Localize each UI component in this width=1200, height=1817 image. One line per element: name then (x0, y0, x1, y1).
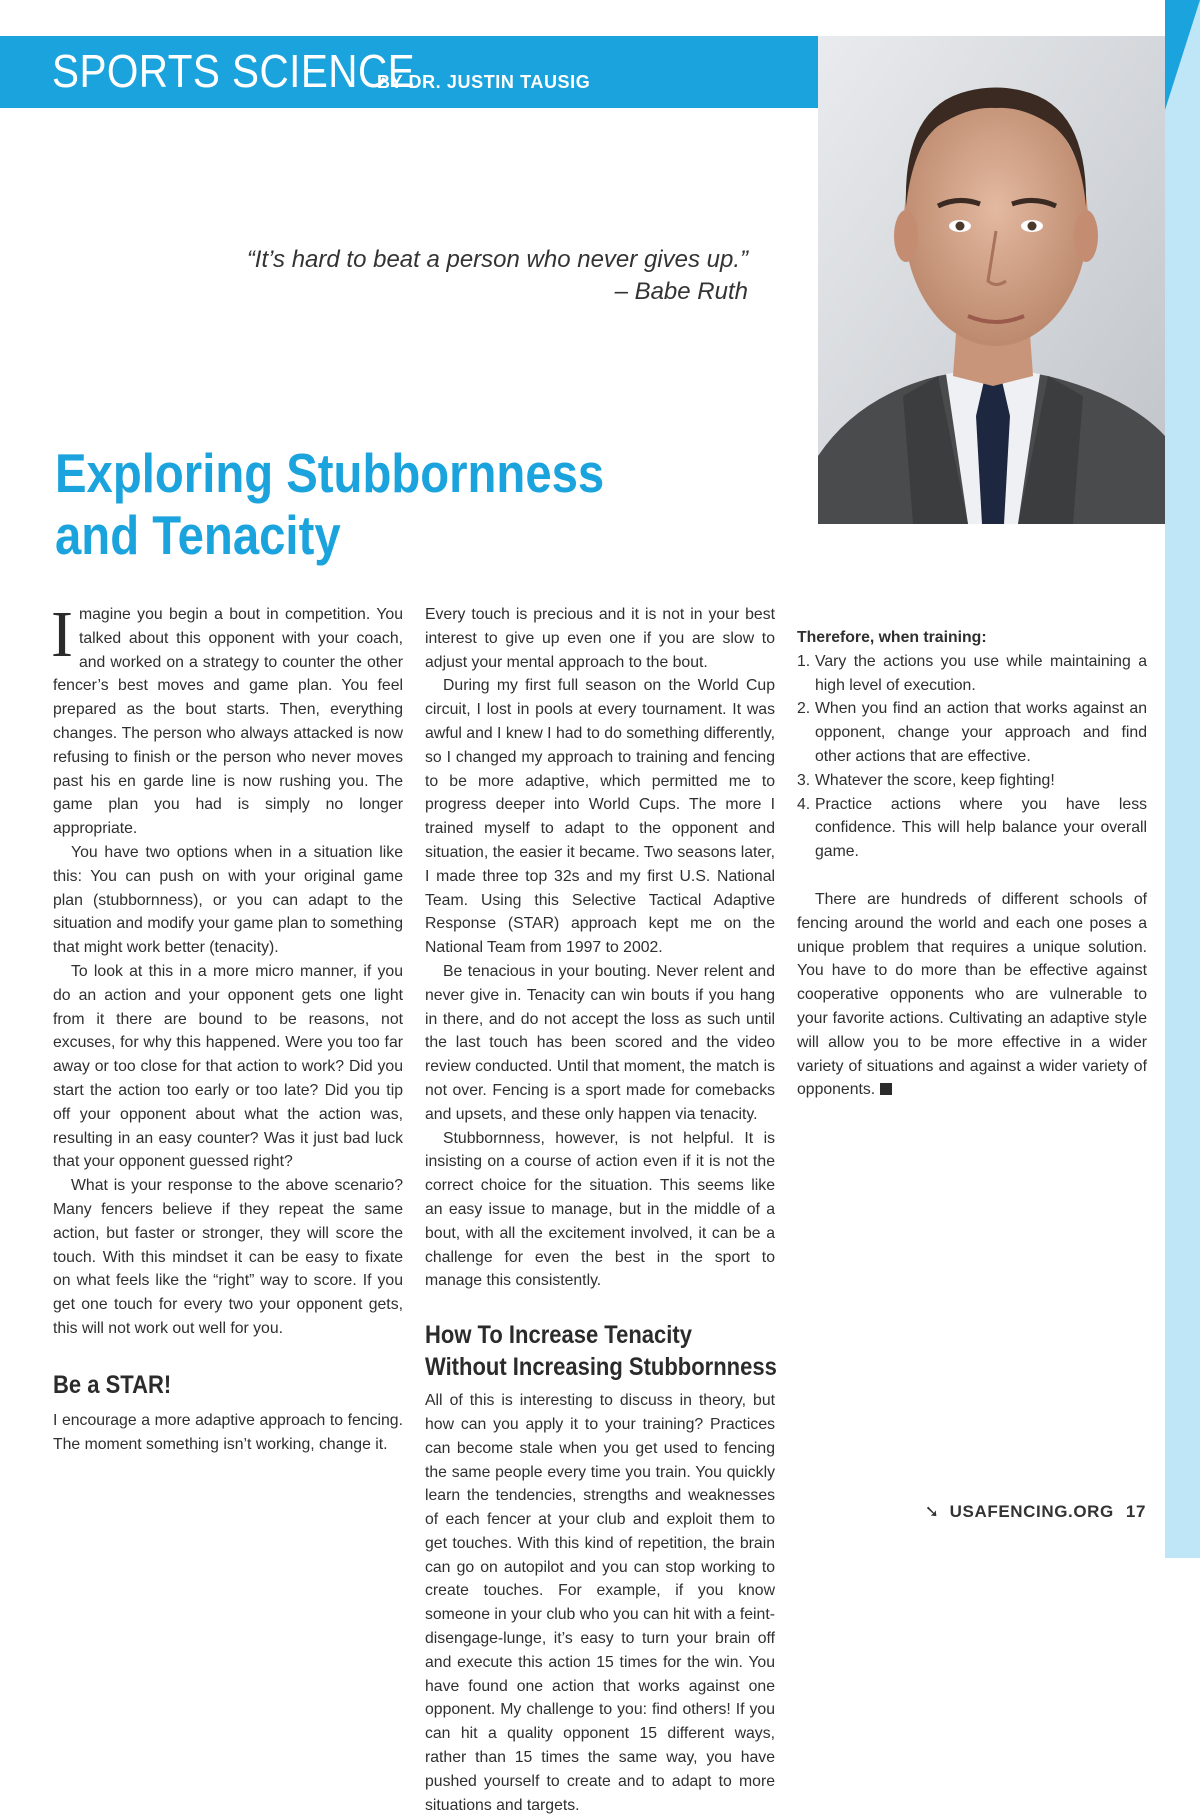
arrow-icon: ➘ (924, 1502, 940, 1521)
drop-cap: I (51, 598, 73, 671)
author-portrait-illustration (818, 36, 1165, 524)
paragraph: Every touch is precious and it is not in your best interest to give up even one if you are slow to adjust your mental approach to the bout. (425, 606, 775, 671)
quote-author: – Babe Ruth (614, 278, 748, 305)
quote-text: “It’s hard to beat a person who never gives up.” (246, 246, 748, 273)
article-column-1 (51, 598, 403, 1456)
training-tips-list (797, 650, 1147, 864)
author-photo (818, 36, 1165, 524)
footer-site: USAFENCING.ORG (949, 1502, 1114, 1521)
paragraph: Be tenacious in your bouting. Never relent and never give in. Tenacity can win bouts if you hang in there, and do not accept the loss as such until the last touch has been scored and the video review conducted. Until that moment, the match is not over. Fencing is a sport made for comebacks and upsets, and these only happen via tenacity. (425, 962, 775, 1123)
page-number: 17 (1125, 1502, 1146, 1521)
article-column-3 (797, 603, 1147, 1102)
list-item: 1. Vary the actions you use while maintaining a high level of execution. (797, 652, 1147, 694)
list-item: 3. Whatever the score, keep fighting! (797, 771, 1055, 789)
subhead-be-a-star: Be a STAR! (53, 1370, 172, 1399)
training-list-title: Therefore, when training: (797, 629, 987, 646)
pull-quote (150, 244, 748, 308)
section-title: SPORTS SCIENCE (52, 45, 416, 97)
list-item: 4. Practice actions where you have less confidence. This will help balance your overall game. (797, 795, 1147, 861)
list-item: 2. When you find an action that works against an opponent, change your approach and find other actions that are effective. (797, 700, 1147, 765)
paragraph: Stubbornness, however, is not helpful. It is insisting on a course of action even if it is not the correct choice for the situation. This seems like an easy issue to manage, but in the middle of a bout, with all the excitement involved, it can be a challenge for even the best in the sport to manage this consistently. (425, 1129, 775, 1290)
corner-accent (1165, 0, 1200, 110)
paragraph: What is your response to the above scenario? Many fencers believe if they repeat the same action, but faster or stronger, they will score the touch. With this mindset it can be easy to fixate on what feels like the “right” way to score. If you get one touch for every two your opponent gets, this will not work out well for you. (53, 1177, 403, 1337)
paragraph: Imagine you begin a bout in competition. You talked about this opponent with your coach, and worked on a strategy to counter the other fencer’s best moves and game plan. You feel prepared as the bout starts. Then, everything changes. The person who always attacked is now refusing to finish or the person who never moves past his en garde line is now rushing you. The game plan you had is simply no longer appropriate. (51, 598, 403, 838)
paragraph: All of this is interesting to discuss in theory, but how can you apply it to your training? Practices can become stale when you get used to fencing the same people every time you train. You quickly learn the tendencies, strengths and weaknesses of each fencer at your club and exploit them to get touches. With this kind of repetition, the brain can go on autopilot and you can stop working to create touches. For example, if you know someone in your club who you can hit with a feint-disengage-lunge, it’s easy to turn your brain off and execute this action 15 times for the win. You have found one action that works against one opponent. My challenge to you: find others! If you can hit a quality opponent 15 different ways, rather than 15 times the same way, you have pushed yourself to create and to adapt to more situations and targets. (425, 1392, 775, 1814)
paragraph: I encourage a more adaptive approach to fencing. The moment something isn’t working, change it. (53, 1411, 403, 1453)
page-edge-stripe (1165, 0, 1200, 1558)
headline-line-1: Exploring Stubbornness (55, 442, 605, 504)
paragraph: During my first full season on the World Cup circuit, I lost in pools at every tournament. It was awful and I knew I had to do something differently, so I changed my approach to training and fencing to be more adaptive, which permitted me to progress deeper into World Cups. The more I trained myself to adapt to the opponent and situation, the easier it became. Two seasons later, I made three top 32s and my first U.S. National Team. Using this Selective Tactical Adaptive Response (STAR) approach kept me on the National Team from 1997 to 2002. (425, 677, 775, 957)
page-footer (925, 1502, 1146, 1522)
article-column-2 (425, 603, 775, 1817)
author-byline: BY DR. JUSTIN TAUSIG (377, 72, 591, 92)
paragraph: There are hundreds of different schools of fencing around the world and each one poses a unique problem that requires a unique solution. You have to do more than be effective against cooperative opponents who are vulnerable to your favorite actions. Cultivating an adaptive style will allow you to be more effective in a wider variety of situations and against a wider variety of opponents. (797, 890, 1147, 1099)
paragraph: To look at this in a more micro manner, if you do an action and your opponent gets one light from it there are bound to be reasons, not excuses, for why this happened. Were you too far away or too close for that action to work? Did you start the action too early or too late? Did you tip off your opponent about what the action was, resulting in an easy counter? Was it just bad luck that your opponent guessed right? (53, 962, 403, 1171)
article-headline (55, 442, 657, 566)
headline-line-2: and Tenacity (55, 504, 341, 566)
paragraph: You have two options when in a situation like this: You can push on with your original game plan (stubbornness), or you can adapt to the situation and modify your game plan to something that might work better (tenacity). (53, 843, 403, 957)
end-mark (880, 1083, 892, 1095)
subhead-increase-tenacity: How To Increase Tenacity Without Increasing Stubbornness (425, 1321, 777, 1382)
